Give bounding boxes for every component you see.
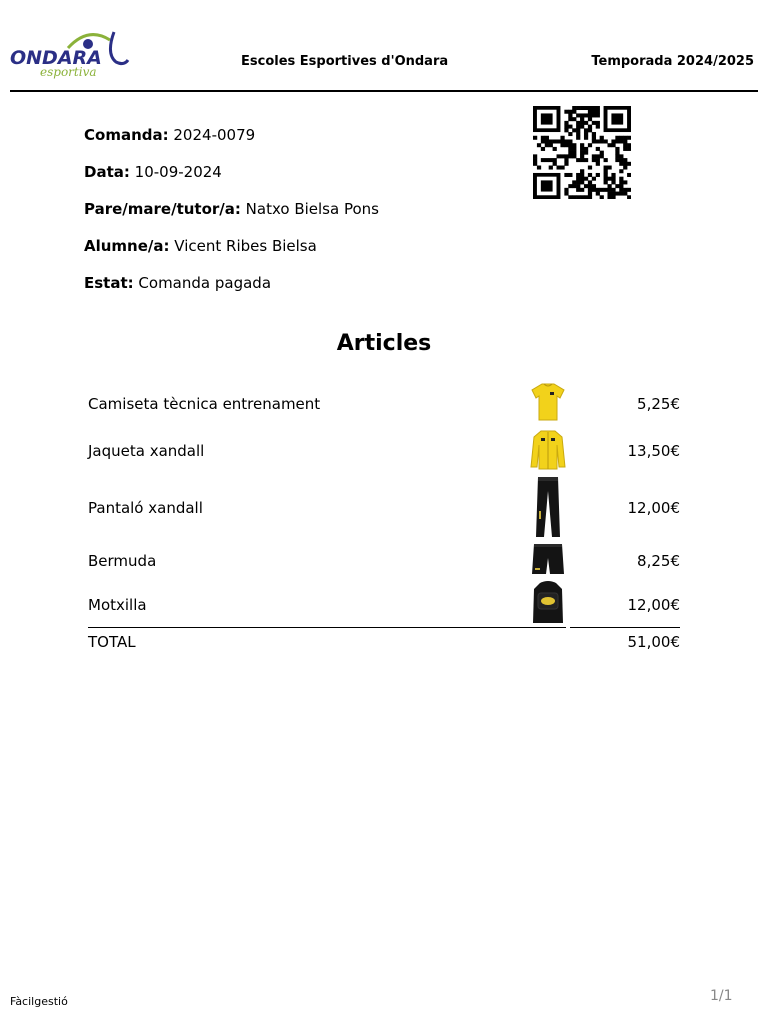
status-value: Comanda pagada xyxy=(138,274,272,292)
article-row xyxy=(88,492,680,522)
status-label: Estat: xyxy=(84,274,134,292)
article-name: Motxilla xyxy=(88,596,147,614)
article-name: Pantaló xandall xyxy=(88,499,203,517)
articles-heading: Articles xyxy=(336,331,432,356)
order-date-value: 10-09-2024 xyxy=(134,163,222,181)
header-divider xyxy=(10,90,758,92)
order-number-value: 2024-0079 xyxy=(173,126,256,144)
article-name: Camiseta tècnica entrenament xyxy=(88,395,321,413)
footer-brand: Fàcilgestió xyxy=(10,995,68,1008)
logo-text-sub: esportiva xyxy=(40,65,97,79)
parent-label: Pare/mare/tutor/a: xyxy=(84,200,241,218)
student-label: Alumne/a: xyxy=(84,237,170,255)
order-info xyxy=(84,126,379,311)
black-shorts-image xyxy=(530,542,566,582)
page-number: 1/1 xyxy=(710,988,733,1004)
order-number-label: Comanda: xyxy=(84,126,169,144)
article-name: Bermuda xyxy=(88,552,157,570)
article-name: Jaqueta xandall xyxy=(88,442,205,460)
black-trousers-image xyxy=(530,475,566,543)
article-row xyxy=(88,388,680,418)
parent-value: Natxo Bielsa Pons xyxy=(245,200,379,218)
article-price: 8,25€ xyxy=(637,552,680,570)
ondara-logo xyxy=(10,26,140,82)
logo-text-main: ONDARA xyxy=(10,47,102,69)
qr-code xyxy=(533,106,631,199)
order-date-label: Data: xyxy=(84,163,130,181)
order-date-row xyxy=(84,163,379,200)
status-row xyxy=(84,274,379,311)
yellow-tshirt-image xyxy=(530,382,566,426)
total-label: TOTAL xyxy=(88,633,136,651)
article-price: 12,00€ xyxy=(627,499,680,517)
article-row xyxy=(88,589,680,619)
student-row xyxy=(84,237,379,274)
article-price: 13,50€ xyxy=(627,442,680,460)
article-price: 5,25€ xyxy=(637,395,680,413)
season-label: Temporada 2024/2025 xyxy=(591,54,754,69)
order-number-row xyxy=(84,126,379,163)
black-backpack-image xyxy=(530,581,566,629)
student-value: Vicent Ribes Bielsa xyxy=(174,237,317,255)
article-row xyxy=(88,545,680,575)
total-row xyxy=(88,626,680,656)
article-row xyxy=(88,435,680,465)
total-value: 51,00€ xyxy=(627,633,680,651)
yellow-jacket-image xyxy=(530,429,566,475)
article-price: 12,00€ xyxy=(627,596,680,614)
parent-row xyxy=(84,200,379,237)
school-title: Escoles Esportives d'Ondara xyxy=(241,54,449,69)
